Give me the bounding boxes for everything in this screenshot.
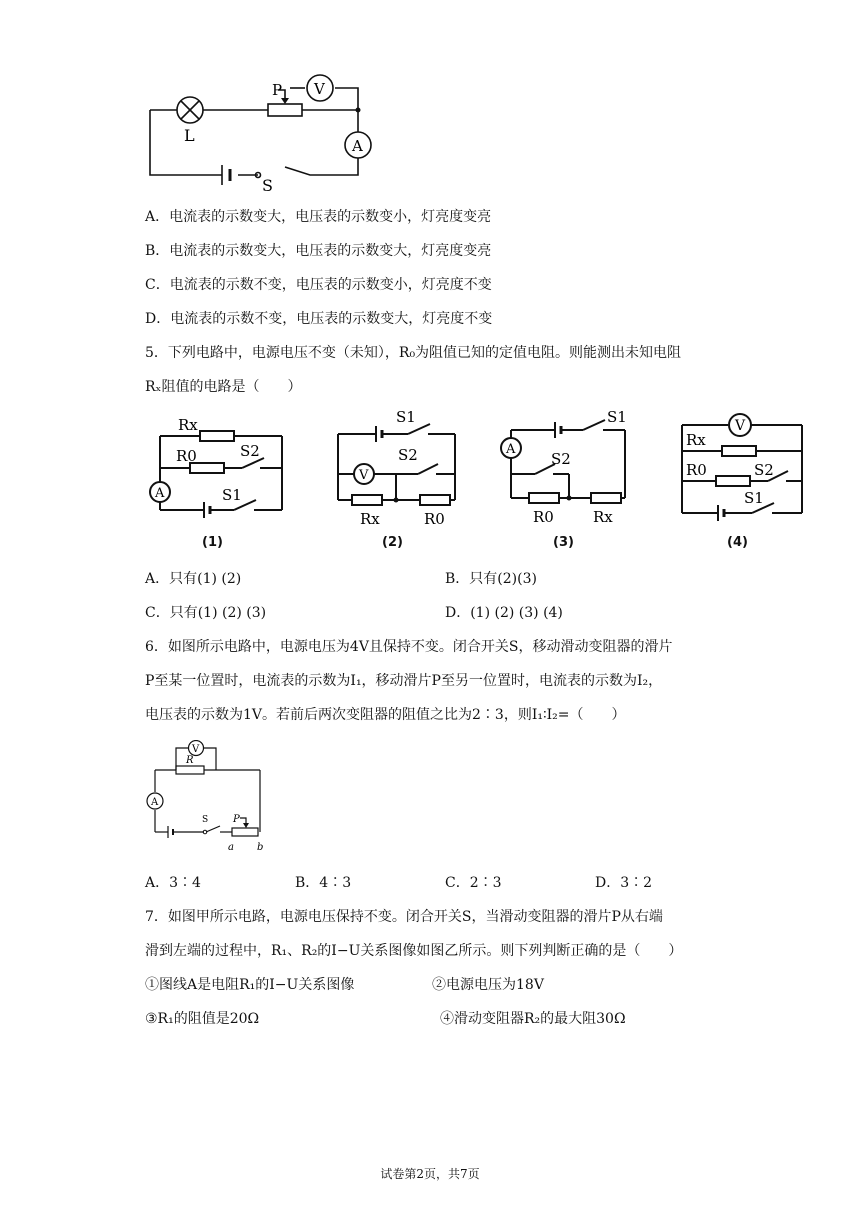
q6-label-r: R [186,755,194,766]
q6-label-v: V [192,744,200,755]
q4-option-a: A．电流表的示数变大，电压表的示数变小，灯亮度变亮 [145,209,492,225]
q5-circuit-figure-3 [495,402,635,532]
page-footer: 试卷第2页，共7页 [380,1167,480,1181]
q5f2-label-v: V [359,468,369,483]
q4-label-a: A [352,137,363,155]
q5f2-label-rx: Rx [360,510,380,528]
q7-statement-4: ④滑动变阻器R₂的最大阻30Ω [440,1011,626,1027]
q5f1-label-a: A [155,486,165,501]
q4-option-b: B．电流表的示数变大，电压表的示数变大，灯亮度变亮 [145,243,492,259]
q6-option-a: A．3∶4 [145,875,201,891]
q5f4-label-s2: S2 [754,461,774,479]
q5-circuit-figure-4 [670,405,815,530]
q5f4-label-r0: R0 [686,461,707,479]
q5f3-label-s2: S2 [551,450,571,468]
q4-circuit-figure [140,70,380,195]
q5-option-c: C．只有(1) (2) (3) [145,605,267,621]
q6-stem-line3: 电压表的示数为1V。若前后两次变阻器的阻值之比为2∶3，则I₁∶I₂=（ ） [145,707,626,723]
q5f1-label-s2: S2 [240,442,260,460]
q5-option-d: D．(1) (2) (3) (4) [445,605,563,621]
q7-statement-2: ②电源电压为18V [432,977,544,993]
q5f3-label-r0: R0 [533,508,554,526]
q5-circuit-figure-1 [142,408,292,528]
q6-stem-line1: 6．如图所示电路中，电源电压为4V且保持不变。闭合开关S，移动滑动变阻器的滑片 [145,639,673,655]
q5-option-b: B．只有(2)(3) [445,571,537,587]
q6-stem-line2: P至某一位置时，电流表的示数为I₁，移动滑片P至另一位置时，电流表的示数为I₂， [145,673,663,689]
q5-caption-4: (4) [727,535,748,550]
q5-stem-line1: 5．下列电路中，电源电压不变（未知），R₀为阻值已知的定值电阻。则能测出未知电阻 [145,345,682,361]
q6-label-a-end: a [228,842,234,853]
q5-caption-1: (1) [202,535,223,550]
q5f1-label-rx: Rx [178,416,198,434]
q5-circuit-figure-2 [330,402,465,532]
q6-label-s: S [202,815,209,825]
q5f1-label-r0: R0 [176,447,197,465]
q5f3-label-s1: S1 [607,408,627,426]
q5-caption-3: (3) [553,535,574,550]
q5-stem-line2: Rₓ阻值的电路是（ ） [145,379,302,395]
q6-label-b-end: b [257,842,264,853]
q7-statement-3: ③R₁的阻值是20Ω [145,1011,260,1027]
q5f3-label-a: A [506,442,516,457]
q6-label-a: A [151,797,159,808]
q5f4-label-rx: Rx [686,431,706,449]
q7-statement-1: ①图线A是电阻R₁的I−U关系图像 [145,977,355,993]
q4-option-c: C．电流表的示数不变，电压表的示数变小，灯亮度不变 [145,277,492,293]
q5f4-label-s1: S1 [744,489,764,507]
q4-label-v: V [314,80,325,98]
q6-option-b: B．4∶3 [295,875,352,891]
q5f1-label-s1: S1 [222,486,242,504]
q5f2-label-s1: S1 [396,408,416,426]
q4-label-l: L [184,126,195,145]
q5f4-label-v: V [735,418,746,434]
q7-stem-line2: 滑到左端的过程中，R₁、R₂的I−U关系图像如图乙所示。则下列判断正确的是（ ） [145,943,683,959]
q4-label-s: S [262,176,273,195]
q5f2-label-s2: S2 [398,446,418,464]
q6-label-p: P [233,814,240,825]
q6-option-c: C．2∶3 [445,875,502,891]
q5f3-label-rx: Rx [593,508,613,526]
q6-option-d: D．3∶2 [595,875,653,891]
q5-option-a: A．只有(1) (2) [145,571,242,587]
q5-caption-2: (2) [382,535,403,550]
q7-stem-line1: 7．如图甲所示电路，电源电压保持不变。闭合开关S，当滑动变阻器的滑片P从右端 [145,909,663,925]
q4-option-d: D．电流表的示数不变，电压表的示数变大，灯亮度不变 [145,311,493,327]
q5f2-label-r0: R0 [424,510,445,528]
q6-circuit-figure [140,740,270,855]
q4-label-p: P [272,81,283,99]
